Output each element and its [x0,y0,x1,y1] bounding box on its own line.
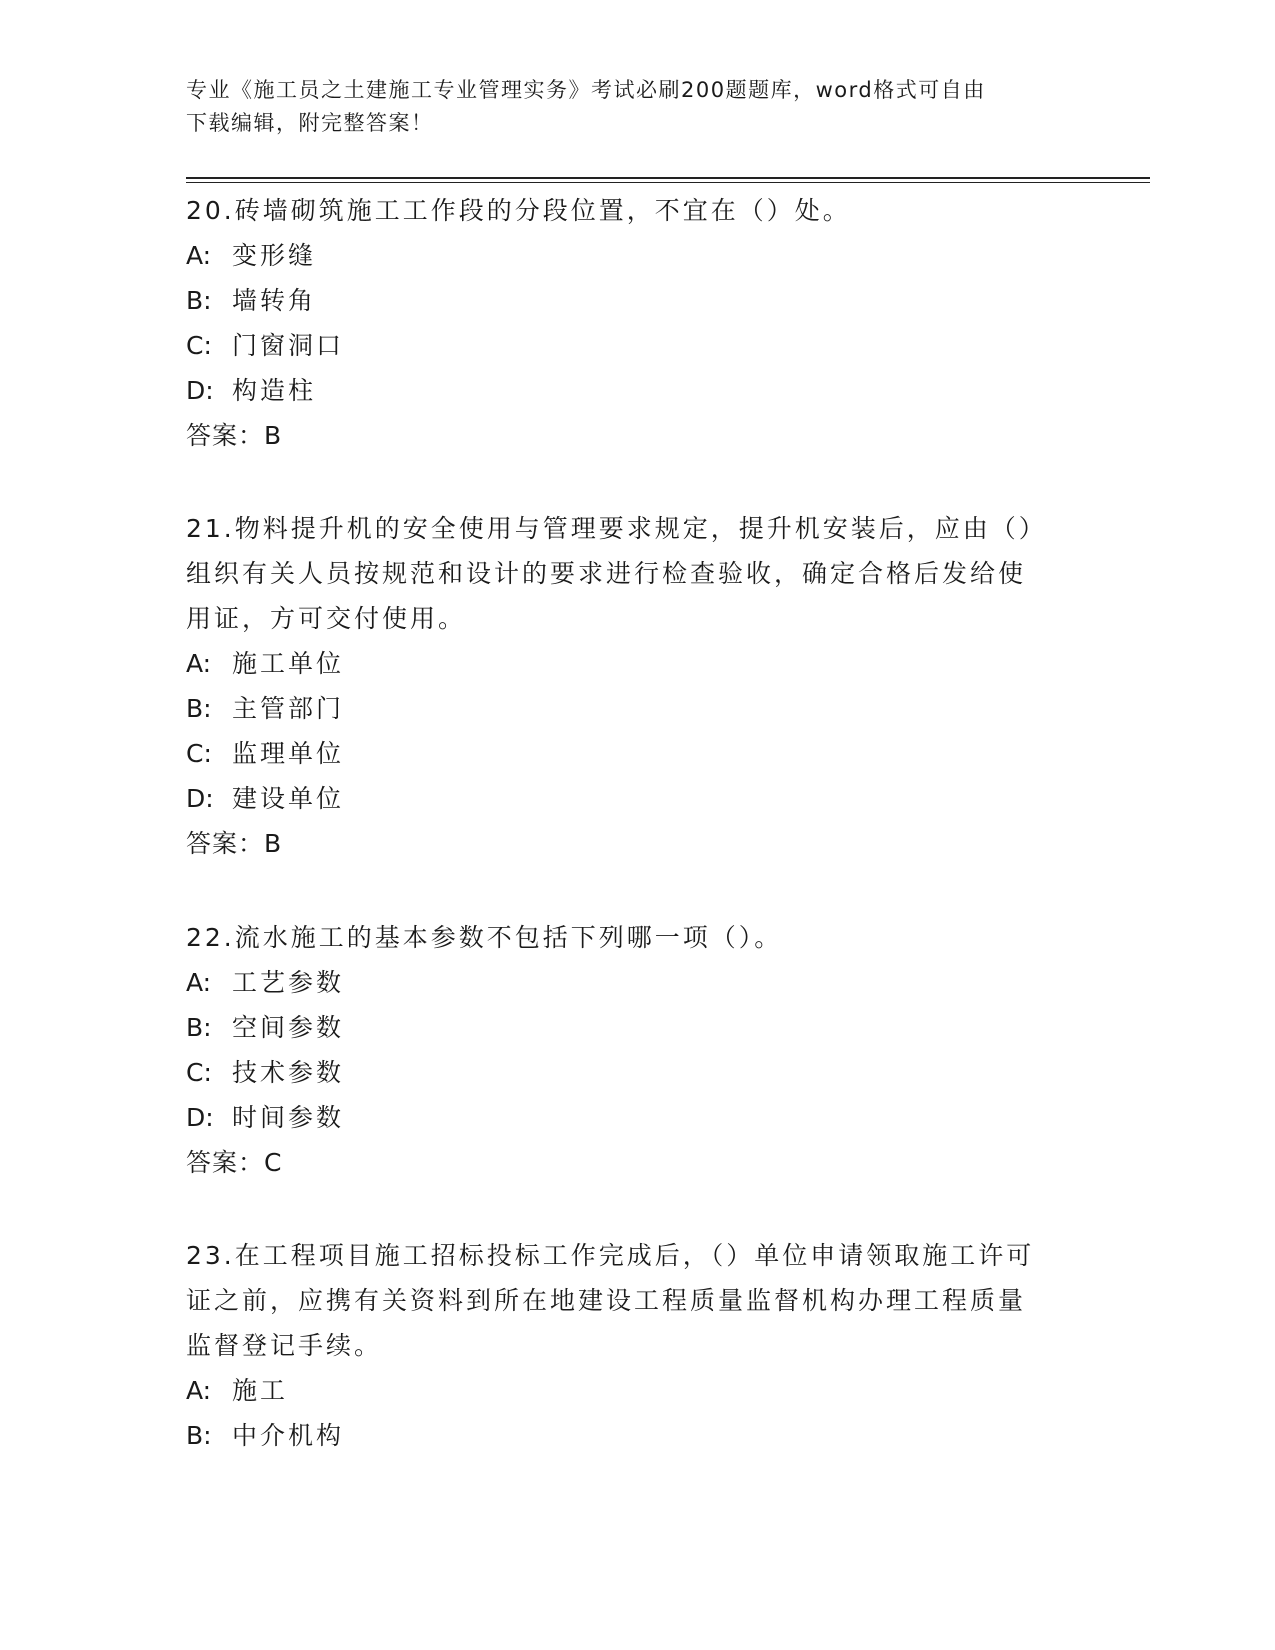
option-letter: D: [186,376,214,405]
option-letter: D: [186,1103,214,1132]
option-c [186,731,1086,776]
option-text: 建设单位 [232,784,345,813]
answer-line: 答案：C [186,1148,283,1177]
question-stem-line: 20.砖墙砌筑施工工作段的分段位置，不宜在（）处。 [186,196,851,225]
option-d [186,368,1086,413]
option-a [186,1368,1086,1413]
option-a [186,960,1086,1005]
header-divider-thick [186,177,1150,179]
option-letter: C: [186,331,212,360]
option-text: 施工单位 [232,649,345,678]
option-a [186,641,1086,686]
option-d [186,776,1086,821]
option-text: 空间参数 [232,1013,345,1042]
question-21 [186,506,1086,867]
question-20 [186,188,1086,459]
question-22 [186,915,1086,1186]
answer-line: 答案：B [186,421,283,450]
option-letter: B: [186,694,212,723]
option-b [186,1005,1086,1050]
option-text: 构造柱 [232,376,317,405]
question-stem-line: 22.流水施工的基本参数不包括下列哪一项（）。 [186,923,783,952]
option-text: 施工 [232,1376,289,1405]
option-text: 技术参数 [232,1058,345,1087]
question-stem-line: 组织有关人员按规范和设计的要求进行检查验收，确定合格后发给使 [186,559,1027,588]
option-letter: B: [186,286,212,315]
option-letter: A: [186,1376,212,1405]
question-stem-line: 用证，方可交付使用。 [186,604,467,633]
option-c [186,1050,1086,1095]
question-stem-line: 23.在工程项目施工招标投标工作完成后，（）单位申请领取施工许可 [186,1241,1035,1270]
option-letter: A: [186,241,212,270]
option-text: 门窗洞口 [232,331,345,360]
option-letter: B: [186,1421,212,1450]
option-letter: B: [186,1013,212,1042]
option-b [186,686,1086,731]
header-line-1: 专业《施工员之土建施工专业管理实务》考试必刷200题题库，word格式可自由 [186,78,986,102]
option-c [186,323,1086,368]
option-text: 时间参数 [232,1103,345,1132]
question-stem-line: 证之前，应携有关资料到所在地建设工程质量监督机构办理工程质量 [186,1286,1027,1315]
option-text: 变形缝 [232,241,317,270]
answer-line: 答案：B [186,829,283,858]
option-letter: A: [186,968,212,997]
question-23 [186,1233,1086,1458]
option-b [186,1413,1086,1458]
option-b [186,278,1086,323]
document-header [186,74,1066,140]
header-divider-thin [186,182,1150,183]
option-text: 监理单位 [232,739,345,768]
option-text: 工艺参数 [232,968,345,997]
option-letter: D: [186,784,214,813]
option-a [186,233,1086,278]
option-letter: A: [186,649,212,678]
question-stem-line: 监督登记手续。 [186,1331,383,1360]
option-letter: C: [186,1058,212,1087]
option-text: 主管部门 [232,694,345,723]
header-line-2: 下载编辑，附完整答案！ [186,111,434,135]
option-text: 墙转角 [232,286,317,315]
option-letter: C: [186,739,212,768]
option-d [186,1095,1086,1140]
option-text: 中介机构 [232,1421,345,1450]
question-stem-line: 21.物料提升机的安全使用与管理要求规定，提升机安装后，应由（） [186,514,1047,543]
